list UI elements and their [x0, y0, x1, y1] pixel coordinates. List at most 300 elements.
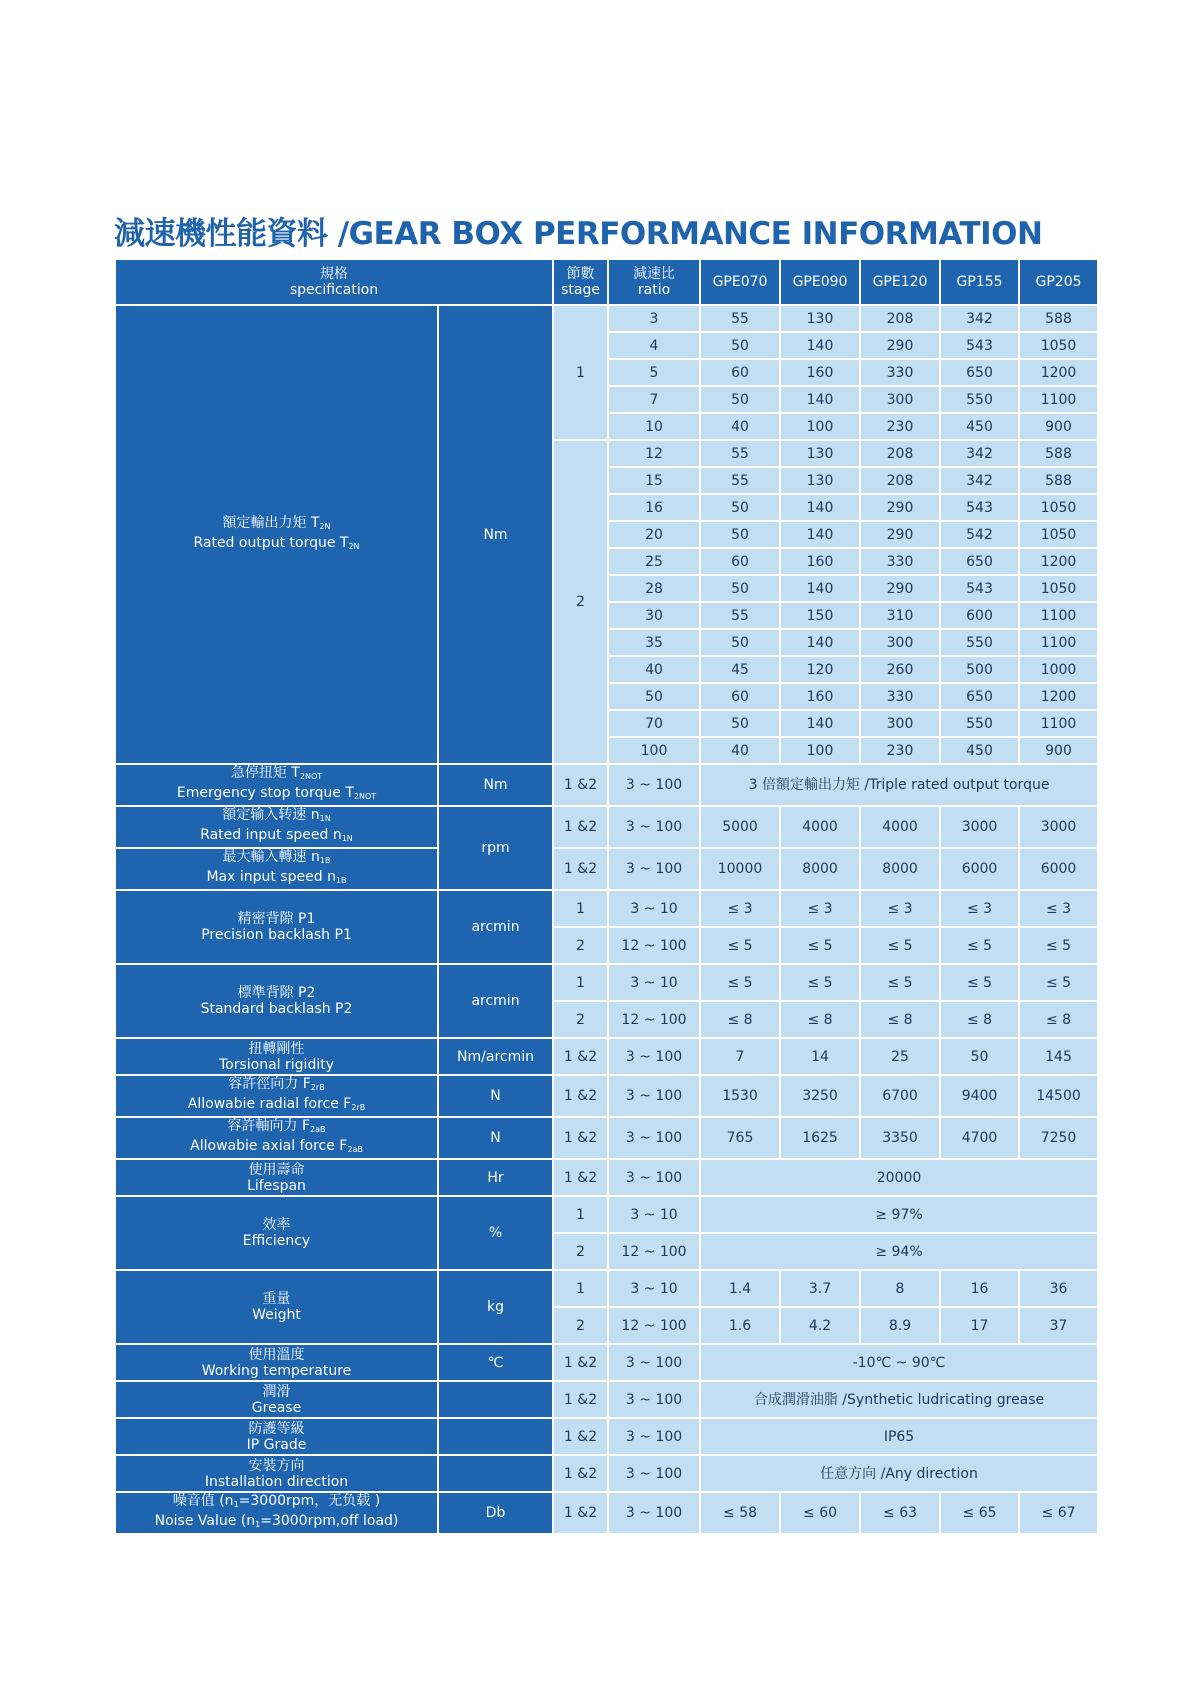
value-cell: ≤ 5 — [1019, 964, 1098, 1001]
value-cell: 140 — [780, 521, 860, 548]
precision-backlash-label — [115, 890, 438, 964]
standard-backlash-label — [115, 964, 438, 1038]
value-cell: 17 — [940, 1307, 1019, 1344]
value-cell: 1200 — [1019, 548, 1098, 575]
stage-cell: 1 &2 — [553, 764, 608, 806]
rated-torque-label — [115, 305, 438, 764]
stage-cell: 1 &2 — [553, 1492, 608, 1534]
label-subscript: 2aB — [347, 1145, 363, 1154]
table-row — [115, 964, 1098, 1001]
value-cell: 310 — [860, 602, 940, 629]
value-cell: 342 — [940, 467, 1019, 494]
value-cell: 60 — [700, 683, 780, 710]
ratio-cell: 3 ~ 10 — [608, 1270, 700, 1307]
label-subscript: 2NOT — [299, 772, 323, 781]
value-cell: 588 — [1019, 440, 1098, 467]
value-cell: 542 — [940, 521, 1019, 548]
value-cell: 1100 — [1019, 386, 1098, 413]
label-text: 扭轉剛性 — [248, 1040, 305, 1057]
table-row — [115, 1270, 1098, 1307]
label-subscript: 2rB — [310, 1083, 325, 1092]
unit-cell: ℃ — [438, 1344, 553, 1381]
stage-cell: 1 &2 — [553, 1117, 608, 1159]
header-model: GPE120 — [860, 259, 940, 305]
ratio-cell: 12 ~ 100 — [608, 1307, 700, 1344]
ratio-cell: 12 ~ 100 — [608, 927, 700, 964]
value-cell: 140 — [780, 386, 860, 413]
label-subscript: 2N — [348, 541, 360, 551]
value-cell: 36 — [1019, 1270, 1098, 1307]
value-cell: 5000 — [700, 806, 780, 848]
label-text: Installation direction — [204, 1473, 349, 1490]
label-en: Max input speed n — [206, 869, 336, 885]
value-cell: ≤ 3 — [700, 890, 780, 927]
max-input-speed-label — [115, 848, 438, 890]
label-text: Grease — [251, 1399, 302, 1416]
value-cell: 合成潤滑油脂 /Synthetic ludricating grease — [700, 1381, 1098, 1418]
value-cell: 7250 — [1019, 1117, 1098, 1159]
label-text: Standard backlash P2 — [200, 1001, 353, 1017]
value-cell: 8000 — [780, 848, 860, 890]
value-cell: 8000 — [860, 848, 940, 890]
ratio-cell: 4 — [608, 332, 700, 359]
value-cell: 1.4 — [700, 1270, 780, 1307]
value-cell: ≤ 65 — [940, 1492, 1019, 1534]
value-cell: 342 — [940, 440, 1019, 467]
value-cell: 3000 — [1019, 806, 1098, 848]
value-cell: 500 — [940, 656, 1019, 683]
table-row — [115, 305, 1098, 332]
value-cell: 290 — [860, 494, 940, 521]
value-cell: 300 — [860, 629, 940, 656]
label-cn: 最大輸入轉速 n — [222, 849, 320, 865]
ratio-cell: 16 — [608, 494, 700, 521]
value-cell: 8 — [860, 1270, 940, 1307]
ratio-cell: 25 — [608, 548, 700, 575]
table-row — [115, 1344, 1098, 1381]
label-en: Allowabie radial force F — [187, 1096, 352, 1112]
value-cell: 150 — [780, 602, 860, 629]
unit-cell: arcmin — [438, 890, 553, 964]
value-cell: 3 倍額定輸出力矩 /Triple rated output torque — [700, 764, 1098, 806]
value-cell: 330 — [860, 359, 940, 386]
unit-cell: N — [438, 1117, 553, 1159]
ratio-cell: 20 — [608, 521, 700, 548]
label-en: =3000rpm,off load) — [260, 1513, 399, 1529]
value-cell: 55 — [700, 467, 780, 494]
ratio-cell: 15 — [608, 467, 700, 494]
stage-cell: 1 &2 — [553, 1455, 608, 1492]
unit-cell: Nm — [438, 305, 553, 764]
ratio-cell: 3 ~ 100 — [608, 1344, 700, 1381]
value-cell: 160 — [780, 359, 860, 386]
ratio-cell: 5 — [608, 359, 700, 386]
table-row — [115, 890, 1098, 927]
value-cell: ≤ 3 — [940, 890, 1019, 927]
value-cell: 3350 — [860, 1117, 940, 1159]
unit-cell: N — [438, 1075, 553, 1117]
table-row — [115, 1196, 1098, 1233]
value-cell: ≤ 8 — [1019, 1001, 1098, 1038]
label-text: Lifespan — [247, 1177, 306, 1194]
stage-cell: 1 &2 — [553, 1159, 608, 1196]
label-cn: 容許徑向力 F — [228, 1076, 311, 1092]
value-cell: 16 — [940, 1270, 1019, 1307]
value-cell: ≤ 63 — [860, 1492, 940, 1534]
label-text: Working temperature — [201, 1362, 352, 1379]
stage-cell: 1 &2 — [553, 1038, 608, 1075]
label-text: Precision backlash P1 — [201, 927, 352, 943]
ratio-cell: 28 — [608, 575, 700, 602]
header-model: GP205 — [1019, 259, 1098, 305]
unit-cell: Nm — [438, 764, 553, 806]
header-model: GPE090 — [780, 259, 860, 305]
stage-cell: 1 &2 — [553, 1344, 608, 1381]
value-cell: 60 — [700, 359, 780, 386]
value-cell: 765 — [700, 1117, 780, 1159]
value-cell: 140 — [780, 710, 860, 737]
weight-label — [115, 1270, 438, 1344]
value-cell: ≤ 5 — [780, 927, 860, 964]
ratio-cell: 3 ~ 100 — [608, 1381, 700, 1418]
stage-cell: 1 — [553, 890, 608, 927]
label-text: Weight — [252, 1307, 301, 1323]
page-title: 減速機性能資料 /GEAR BOX PERFORMANCE INFORMATION — [114, 216, 1043, 252]
label-subscript: 1N — [319, 814, 331, 823]
value-cell: 450 — [940, 413, 1019, 440]
unit-cell: kg — [438, 1270, 553, 1344]
value-cell: ≤ 3 — [860, 890, 940, 927]
ratio-cell: 3 ~ 100 — [608, 1492, 700, 1534]
value-cell: 260 — [860, 656, 940, 683]
label-text: Efficiency — [242, 1233, 311, 1249]
stage-cell: 1 &2 — [553, 1381, 608, 1418]
table-row — [115, 1117, 1098, 1159]
value-cell: 50 — [700, 710, 780, 737]
label-en: Allowabie axial force F — [190, 1138, 348, 1154]
ratio-cell: 3 ~ 100 — [608, 806, 700, 848]
stage-cell: 2 — [553, 1307, 608, 1344]
stage-cell: 2 — [553, 1233, 608, 1270]
value-cell: 14 — [780, 1038, 860, 1075]
value-cell: 230 — [860, 413, 940, 440]
value-cell: ≤ 5 — [700, 927, 780, 964]
unit-cell: Nm/arcmin — [438, 1038, 553, 1075]
table-row — [115, 1492, 1098, 1534]
noise-value-label — [115, 1492, 438, 1534]
value-cell: ≤ 5 — [780, 964, 860, 1001]
value-cell: 3250 — [780, 1075, 860, 1117]
value-cell: 1625 — [780, 1117, 860, 1159]
emergency-torque-label — [115, 764, 438, 806]
value-cell: 342 — [940, 305, 1019, 332]
ip-grade-label — [115, 1418, 438, 1455]
table-row — [115, 1159, 1098, 1196]
value-cell: 40 — [700, 737, 780, 764]
value-cell: 1100 — [1019, 710, 1098, 737]
value-cell: 25 — [860, 1038, 940, 1075]
value-cell: 55 — [700, 440, 780, 467]
ratio-cell: 3 ~ 100 — [608, 764, 700, 806]
value-cell: 330 — [860, 548, 940, 575]
grease-label — [115, 1381, 438, 1418]
ratio-cell: 3 ~ 100 — [608, 1159, 700, 1196]
label-en: Rated output torque T — [193, 534, 349, 551]
value-cell: ≤ 3 — [1019, 890, 1098, 927]
header-model: GPE070 — [700, 259, 780, 305]
value-cell: 900 — [1019, 737, 1098, 764]
value-cell: 1200 — [1019, 683, 1098, 710]
value-cell: 4000 — [780, 806, 860, 848]
unit-cell: arcmin — [438, 964, 553, 1038]
value-cell: 230 — [860, 737, 940, 764]
label-text: IP Grade — [246, 1436, 307, 1453]
label-en: Noise Value (n — [154, 1513, 256, 1529]
value-cell: -10℃ ~ 90℃ — [700, 1344, 1098, 1381]
value-cell: ≤ 5 — [860, 927, 940, 964]
value-cell: 208 — [860, 305, 940, 332]
label-subscript: 1 — [233, 1500, 239, 1509]
value-cell: 10000 — [700, 848, 780, 890]
label-text: 標準背隙 P2 — [237, 985, 316, 1001]
working-temperature-label — [115, 1344, 438, 1381]
unit-cell — [438, 1455, 553, 1492]
value-cell: 140 — [780, 332, 860, 359]
value-cell: 100 — [780, 413, 860, 440]
value-cell: 140 — [780, 629, 860, 656]
value-cell: 3.7 — [780, 1270, 860, 1307]
value-cell: ≤ 60 — [780, 1492, 860, 1534]
ratio-cell: 3 — [608, 305, 700, 332]
stage-cell: 2 — [553, 927, 608, 964]
value-cell: 543 — [940, 575, 1019, 602]
ratio-cell: 7 — [608, 386, 700, 413]
value-cell: ≤ 67 — [1019, 1492, 1098, 1534]
ratio-cell: 3 ~ 100 — [608, 1418, 700, 1455]
ratio-cell: 100 — [608, 737, 700, 764]
value-cell: 7 — [700, 1038, 780, 1075]
unit-cell: rpm — [438, 806, 553, 890]
value-cell: 6000 — [1019, 848, 1098, 890]
stage-cell: 1 &2 — [553, 1418, 608, 1455]
label-subscript: 1N — [341, 834, 353, 843]
label-cn: 噪音值 (n — [172, 1493, 234, 1509]
value-cell: 140 — [780, 494, 860, 521]
ratio-cell: 40 — [608, 656, 700, 683]
label-text: 使用溫度 — [248, 1346, 305, 1363]
value-cell: 1000 — [1019, 656, 1098, 683]
table-row — [115, 1418, 1098, 1455]
value-cell: 1050 — [1019, 494, 1098, 521]
ratio-cell: 35 — [608, 629, 700, 656]
value-cell: 290 — [860, 575, 940, 602]
value-cell: 543 — [940, 494, 1019, 521]
stage-cell: 1 — [553, 1270, 608, 1307]
ratio-cell: 50 — [608, 683, 700, 710]
value-cell: 45 — [700, 656, 780, 683]
value-cell: ≤ 8 — [780, 1001, 860, 1038]
value-cell: 9400 — [940, 1075, 1019, 1117]
value-cell: ≤ 5 — [860, 964, 940, 1001]
value-cell: 55 — [700, 305, 780, 332]
value-cell: ≥ 94% — [700, 1233, 1098, 1270]
label-text: 精密背隙 P1 — [237, 911, 316, 927]
value-cell: 1100 — [1019, 602, 1098, 629]
label-text: 安裝方向 — [248, 1457, 305, 1474]
label-subscript: 2rB — [351, 1103, 366, 1112]
header-ratio: 減速比 ratio — [608, 259, 700, 305]
unit-cell: % — [438, 1196, 553, 1270]
value-cell: 20000 — [700, 1159, 1098, 1196]
efficiency-label — [115, 1196, 438, 1270]
label-cn: 額定輸出力矩 T — [222, 514, 320, 531]
stage-cell: 1 &2 — [553, 1075, 608, 1117]
stage-cell: 1 — [553, 305, 608, 440]
unit-cell — [438, 1381, 553, 1418]
ratio-cell: 3 ~ 100 — [608, 848, 700, 890]
value-cell: 650 — [940, 359, 1019, 386]
value-cell: 600 — [940, 602, 1019, 629]
value-cell: 208 — [860, 440, 940, 467]
value-cell: ≤ 5 — [940, 927, 1019, 964]
value-cell: 40 — [700, 413, 780, 440]
label-cn: 急停扭矩 T — [230, 765, 300, 781]
ratio-cell: 12 ~ 100 — [608, 1001, 700, 1038]
value-cell: 1100 — [1019, 629, 1098, 656]
ratio-cell: 3 ~ 10 — [608, 890, 700, 927]
header-stage: 節數 stage — [553, 259, 608, 305]
value-cell: ≤ 5 — [1019, 927, 1098, 964]
label-text: 重量 — [262, 1291, 291, 1307]
value-cell: 14500 — [1019, 1075, 1098, 1117]
value-cell: ≤ 8 — [860, 1001, 940, 1038]
value-cell: ≥ 97% — [700, 1196, 1098, 1233]
axial-force-label — [115, 1117, 438, 1159]
stage-cell: 1 &2 — [553, 806, 608, 848]
value-cell: 1050 — [1019, 575, 1098, 602]
rated-input-speed-label — [115, 806, 438, 848]
label-text: 防護等級 — [248, 1420, 305, 1437]
value-cell: 1050 — [1019, 332, 1098, 359]
value-cell: ≤ 5 — [940, 964, 1019, 1001]
stage-cell: 1 — [553, 964, 608, 1001]
value-cell: ≤ 8 — [940, 1001, 1019, 1038]
stage-cell: 2 — [553, 1001, 608, 1038]
table-row — [115, 1381, 1098, 1418]
value-cell: 588 — [1019, 305, 1098, 332]
table-row — [115, 764, 1098, 806]
value-cell: 55 — [700, 602, 780, 629]
value-cell: 550 — [940, 386, 1019, 413]
value-cell: 50 — [940, 1038, 1019, 1075]
value-cell: 330 — [860, 683, 940, 710]
table-header-row — [115, 259, 1098, 305]
value-cell: 4000 — [860, 806, 940, 848]
value-cell: 任意方向 /Any direction — [700, 1455, 1098, 1492]
table-row — [115, 1075, 1098, 1117]
label-cn: =3000rpm，无负载 ) — [238, 1493, 381, 1509]
value-cell: 50 — [700, 521, 780, 548]
header-model: GP155 — [940, 259, 1019, 305]
value-cell: 588 — [1019, 467, 1098, 494]
value-cell: 160 — [780, 683, 860, 710]
label-subscript: 2N — [319, 521, 331, 531]
value-cell: 4700 — [940, 1117, 1019, 1159]
value-cell: 1.6 — [700, 1307, 780, 1344]
stage-cell: 1 &2 — [553, 848, 608, 890]
ratio-cell: 3 ~ 100 — [608, 1117, 700, 1159]
table-row — [115, 1038, 1098, 1075]
value-cell: 900 — [1019, 413, 1098, 440]
ratio-cell: 3 ~ 100 — [608, 1075, 700, 1117]
unit-cell: Hr — [438, 1159, 553, 1196]
label-cn: 容許軸向力 F — [227, 1118, 311, 1134]
value-cell: 50 — [700, 494, 780, 521]
value-cell: 543 — [940, 332, 1019, 359]
value-cell: 160 — [780, 548, 860, 575]
ratio-cell: 3 ~ 10 — [608, 1196, 700, 1233]
label-subscript: 2NOT — [353, 792, 377, 801]
value-cell: 140 — [780, 575, 860, 602]
value-cell: 37 — [1019, 1307, 1098, 1344]
label-en: Rated input speed n — [200, 827, 342, 843]
label-text: 使用壽命 — [248, 1161, 305, 1178]
value-cell: 450 — [940, 737, 1019, 764]
value-cell: 60 — [700, 548, 780, 575]
value-cell: 300 — [860, 386, 940, 413]
ratio-cell: 30 — [608, 602, 700, 629]
value-cell: 145 — [1019, 1038, 1098, 1075]
value-cell: 1200 — [1019, 359, 1098, 386]
value-cell: 6700 — [860, 1075, 940, 1117]
ratio-cell: 3 ~ 100 — [608, 1038, 700, 1075]
value-cell: 650 — [940, 683, 1019, 710]
label-subscript: 1B — [319, 856, 331, 865]
torsional-rigidity-label — [115, 1038, 438, 1075]
label-subscript: 1 — [255, 1520, 261, 1529]
label-text: 效率 — [262, 1217, 291, 1233]
value-cell: 550 — [940, 710, 1019, 737]
ratio-cell: 3 ~ 100 — [608, 1455, 700, 1492]
value-cell: 300 — [860, 710, 940, 737]
label-text: Torsional rigidity — [218, 1056, 334, 1073]
header-spec: 規格 specification — [115, 259, 553, 305]
label-text: 潤滑 — [262, 1383, 291, 1400]
value-cell: 50 — [700, 575, 780, 602]
value-cell: 4.2 — [780, 1307, 860, 1344]
value-cell: 3000 — [940, 806, 1019, 848]
value-cell: 50 — [700, 629, 780, 656]
value-cell: ≤ 5 — [700, 964, 780, 1001]
value-cell: 1530 — [700, 1075, 780, 1117]
value-cell: 100 — [780, 737, 860, 764]
value-cell: 50 — [700, 386, 780, 413]
value-cell: 120 — [780, 656, 860, 683]
value-cell: ≤ 3 — [780, 890, 860, 927]
unit-cell: Db — [438, 1492, 553, 1534]
value-cell: 290 — [860, 521, 940, 548]
value-cell: 130 — [780, 305, 860, 332]
ratio-cell: 70 — [608, 710, 700, 737]
ratio-cell: 12 ~ 100 — [608, 1233, 700, 1270]
value-cell: ≤ 58 — [700, 1492, 780, 1534]
installation-direction-label — [115, 1455, 438, 1492]
ratio-cell: 12 — [608, 440, 700, 467]
table-row — [115, 848, 1098, 890]
unit-cell — [438, 1418, 553, 1455]
value-cell: 130 — [780, 467, 860, 494]
value-cell: 8.9 — [860, 1307, 940, 1344]
